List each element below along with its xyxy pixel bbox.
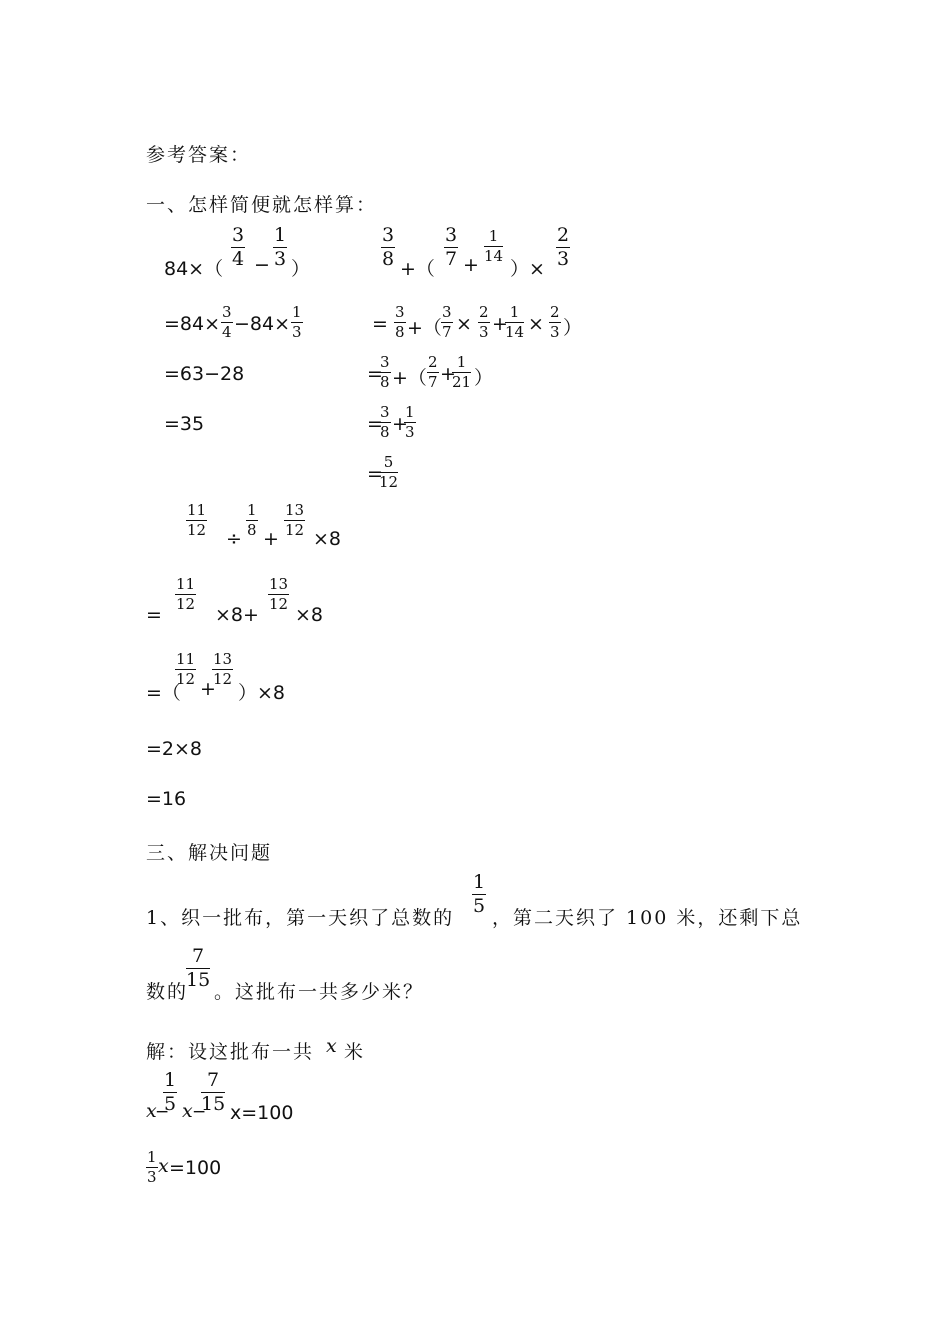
p3-step-1-mid: ×8+ [215,604,259,626]
p3-divide: ÷ [226,528,242,550]
equation-1-x2: x [182,1100,193,1122]
p3-step-2-fraction-2: 13 12 [213,650,233,688]
p2-plus-open: +（ [400,258,435,280]
p3-fraction-1: 11 12 [187,501,207,539]
p2-step-3-eq: = [367,413,383,435]
p2-plus: + [463,254,479,276]
q1-fraction-1: 1 5 [473,871,486,917]
p3-times: ×8 [313,528,342,550]
equation-1-minus-2: − [192,1102,207,1122]
p2-step-2-fraction-2: 2 7 [428,353,438,391]
q1-fraction-2: 7 15 [186,945,211,991]
p3-fraction-3: 13 12 [285,501,305,539]
p1-step-3: =35 [164,413,205,435]
p2-step-1-eq: = [372,313,388,335]
p1-close: ） [291,258,311,280]
p2-step-2-fraction-3: 1 21 [452,353,472,391]
p2-step-1-close: ） [563,317,583,339]
p1-fraction-1: 3 4 [232,224,245,270]
p2-step-1-times-1: × [456,313,472,335]
p2-fraction-1: 3 8 [382,224,395,270]
p2-step-1-fraction-3: 2 3 [479,303,489,341]
equation-1-fraction-1: 1 5 [164,1069,177,1115]
p3-step-2-close: ）×8 [238,682,286,704]
equation-2-fraction-1: 1 3 [147,1148,157,1186]
p1-step-1-mid: −84× [234,313,291,335]
p2-fraction-3: 1 14 [484,227,504,265]
p2-step-3-fraction-2: 1 3 [405,403,415,441]
section-1-title: 一、怎样简便就怎样算： [146,194,378,216]
p2-step-3-plus: + [392,413,408,435]
p2-step-1-fraction-4: 1 14 [505,303,525,341]
p1-step-2: =63−28 [164,363,245,385]
p2-step-1-fraction-2: 3 7 [442,303,452,341]
p2-fraction-4: 2 3 [557,224,570,270]
p1-step-1-fraction-2: 1 3 [292,303,302,341]
solution-intro: 解：设这批布一共 [146,1041,315,1063]
p1-fraction-2: 1 3 [274,224,287,270]
p2-step-1-fraction-1: 3 8 [395,303,405,341]
p2-close-times: ）× [510,258,545,280]
p1-step-1-fraction-1: 3 4 [222,303,232,341]
p2-step-2-plus: + [440,363,456,385]
p2-step-2-plus-open: +（ [392,367,427,389]
q1-text-d: 。这批布一共多少米？ [214,981,425,1003]
equation-1-end: x=100 [230,1102,294,1124]
p3-step-1-fraction-1: 11 12 [176,575,196,613]
p3-step-2-plus: + [200,678,216,700]
p3-step-1-end: ×8 [295,604,324,626]
q1-text-c: 数的 [146,981,189,1003]
p2-step-1-plus-open: +（ [407,317,442,339]
section-3-title: 三、解决问题 [146,842,273,864]
p2-step-4-fraction-1: 5 12 [379,453,399,491]
page-heading: 参考答案： [146,144,252,166]
solution-unit: 米 [344,1041,366,1063]
p2-step-2-eq: = [367,363,383,385]
p2-step-2-fraction-1: 3 8 [380,353,390,391]
p2-fraction-2: 3 7 [445,224,458,270]
p3-step-2-fraction-1: 11 12 [176,650,196,688]
p3-plus: + [263,528,279,550]
equation-1-minus-1: − [155,1102,170,1122]
p2-step-1-times-2: × [528,313,544,335]
p1-minus: − [254,254,270,276]
p1-step-1-start: =84× [164,313,221,335]
equation-1-x1: x [146,1100,157,1122]
p1-prefix: 84×（ [164,258,224,280]
solution-variable: x [326,1035,337,1057]
q1-text-a: 1、织一批布，第一天织了总数的 [146,907,455,929]
q1-text-b: ，第二天织了 100 米，还剩下总 [492,907,803,929]
p2-step-2-close: ） [474,367,494,389]
p3-step-3: =2×8 [146,738,203,760]
p3-step-1-eq: = [146,604,162,626]
p3-step-1-fraction-2: 13 12 [269,575,289,613]
p2-step-3-fraction-1: 3 8 [380,403,390,441]
p3-step-2-open: =（ [146,682,181,704]
equation-1-fraction-2: 7 15 [201,1069,226,1115]
equation-2-x: x [158,1155,169,1177]
equation-2-end: =100 [169,1157,222,1179]
p3-step-4: =16 [146,788,187,810]
p2-step-4-eq: = [367,463,383,485]
p2-step-1-plus: + [492,313,508,335]
p2-step-1-fraction-5: 2 3 [550,303,560,341]
p3-fraction-2: 1 8 [247,501,257,539]
